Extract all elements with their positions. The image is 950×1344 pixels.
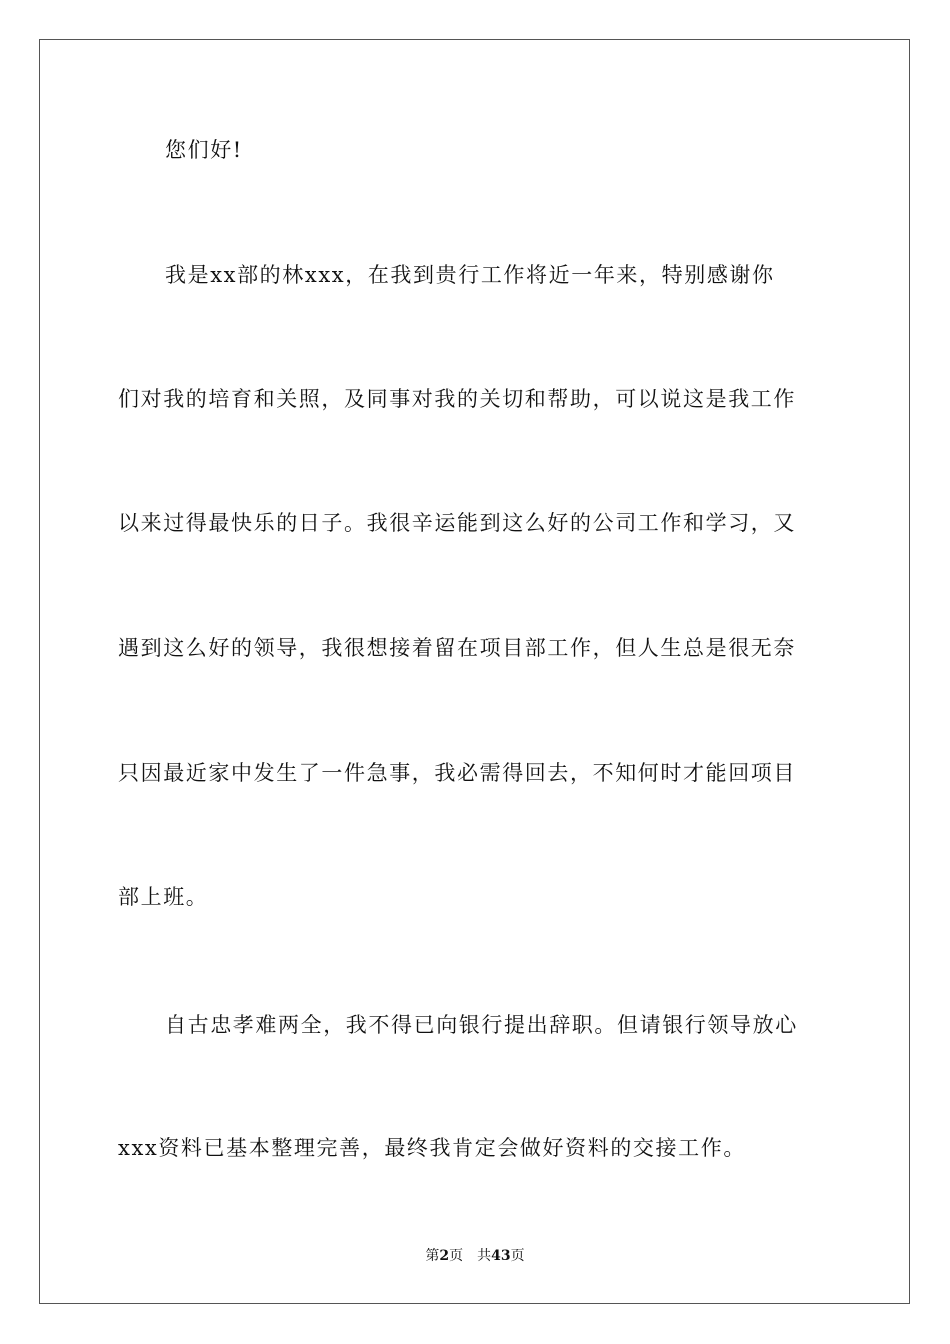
paragraph-2-line-2: xxx资料已基本整理完善，最终我肯定会做好资料的交接工作。 (118, 1136, 746, 1160)
page-suffix: 页 (449, 1248, 464, 1264)
page-prefix: 第 (425, 1248, 440, 1264)
paragraph-1-line-4: 遇到这么好的领导，我很想接着留在项目部工作，但人生总是很无奈 (118, 636, 796, 660)
paragraph-1-line-5: 只因最近家中发生了一件急事，我必需得回去，不知何时才能回项目 (118, 761, 796, 785)
total-pages: 43 (491, 1248, 511, 1264)
paragraph-1-line-2: 们对我的培育和关照，及同事对我的关切和帮助，可以说这是我工作 (118, 387, 796, 411)
page-number: 2 (439, 1248, 450, 1264)
greeting-line: 您们好! (165, 138, 243, 162)
paragraph-2-line-1: 自古忠孝难两全，我不得已向银行提出辞职。但请银行领导放心 (165, 1013, 798, 1037)
paragraph-1-line-3: 以来过得最快乐的日子。我很辛运能到这么好的公司工作和学习，又 (118, 511, 796, 535)
paragraph-1-line-1: 我是xx部的林xxx，在我到贵行工作将近一年来，特别感谢你 (165, 263, 775, 287)
page-border (39, 39, 910, 1304)
total-prefix: 共 (477, 1248, 492, 1264)
paragraph-1-line-6: 部上班。 (118, 885, 209, 909)
page-footer (0, 1246, 950, 1266)
total-suffix: 页 (510, 1248, 525, 1264)
